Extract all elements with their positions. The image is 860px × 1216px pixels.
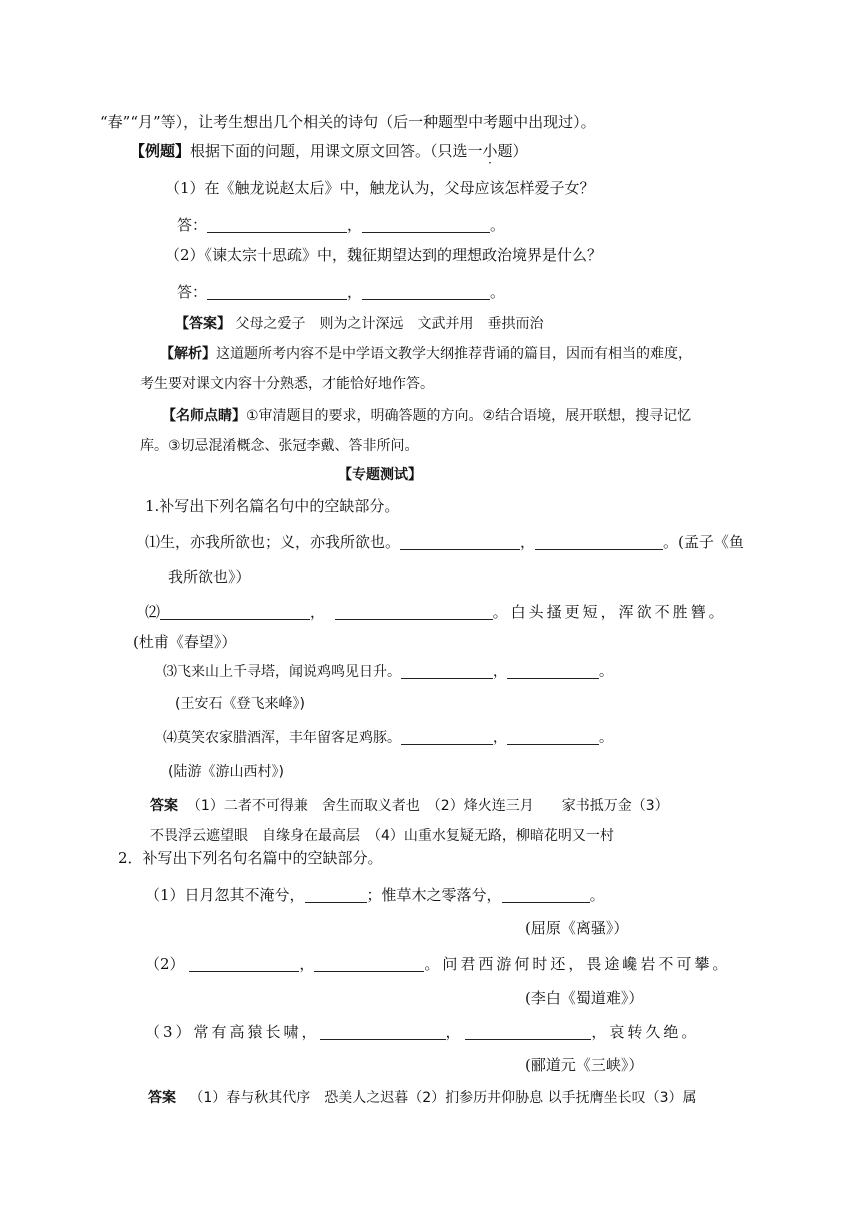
- item-number: ⑵: [145, 603, 161, 621]
- q2-item-1-text-b: ；惟草木之零落兮，: [366, 886, 502, 904]
- blank-field: [362, 216, 490, 233]
- answer-prefix: 答：: [177, 216, 208, 234]
- q1-item-2-source: (杜甫《春望》）: [133, 633, 237, 651]
- q2-item-3-text-b: ，哀转久绝。: [591, 1023, 700, 1041]
- section-heading: 【专题测试】: [338, 467, 422, 483]
- tips-tag: 【名师点睛】: [162, 408, 246, 424]
- blank-field: [401, 662, 493, 679]
- period: 。: [599, 730, 613, 746]
- comma: ，: [493, 730, 507, 746]
- example-q1-answer: [177, 215, 505, 235]
- answer-1-text: （1）二者不可得兼 舍生而取义者也 （2）烽火连三月 家书抵万金（3）: [186, 798, 669, 814]
- item-number: （2）: [145, 955, 185, 973]
- example-q1: （1）在《触龙说赵太后》中，触龙认为，父母应该怎样爱子女？: [165, 179, 595, 197]
- analysis-text: 这道题所考内容不是中学语文教学大纲推荐背诵的篇目，因而有相当的难度，: [216, 346, 692, 362]
- analysis-line-1: [160, 344, 692, 364]
- blank-field: [400, 533, 520, 550]
- q1-item-4: [163, 728, 613, 748]
- tips-text: ①审清题目的要求，明确答题的方向。②结合语境，展开联想，搜寻记忆: [246, 408, 692, 424]
- analysis-line-2: 考生要对课文内容十分熟悉，才能恰好地作答。: [140, 376, 434, 392]
- q1-item-1-source-cont: 我所欲也》）: [168, 568, 251, 586]
- period: 。: [589, 886, 605, 904]
- q2-item-2-text: 。问君西游何时还，畏途巉岩不可攀。: [424, 955, 731, 973]
- q1-item-1-text: ⑴生，亦我所欲也；义，亦我所欲也。: [145, 533, 401, 551]
- blank-field: [507, 662, 599, 679]
- q2-item-1: [145, 885, 605, 905]
- comma: ，: [520, 533, 536, 551]
- q1-item-3: [163, 662, 613, 682]
- answer-tag: 答案: [148, 1090, 176, 1106]
- q1-item-2-text: 。白头搔更短，浑欲不胜簪。: [492, 603, 727, 621]
- q2-item-1-text-a: （1）日月忽其不淹兮，: [145, 886, 305, 904]
- blank-field: [362, 283, 490, 300]
- comma: ，: [493, 664, 507, 680]
- q1-item-1: [145, 532, 744, 552]
- blank-field: [502, 886, 590, 903]
- blank-field: [160, 603, 310, 620]
- example-line: [130, 141, 528, 161]
- blank-field: [207, 216, 347, 233]
- example-text-b: ）: [512, 142, 528, 160]
- comma: ，: [347, 283, 363, 301]
- blank-field: [535, 533, 663, 550]
- answer-1-line-2: 不畏浮云遮望眼 自缘身在最高层 （4）山重水复疑无路，柳暗花明又一村: [150, 828, 614, 844]
- tips-line-1: [162, 406, 691, 426]
- q1-item-3-text: ⑶飞来山上千寻塔，闻说鸡鸣见日升。: [163, 664, 401, 680]
- period: 。: [599, 664, 613, 680]
- blank-field: [401, 728, 493, 745]
- tips-line-2: 库。③切忌混淆概念、张冠李戴、答非所问。: [140, 438, 419, 454]
- blank-field: [207, 283, 347, 300]
- blank-field: [189, 955, 299, 972]
- example-answer: [175, 314, 543, 334]
- analysis-tag: 【解析】: [160, 346, 216, 362]
- q1-title: 1.补写出下列名篇名句中的空缺部分。: [145, 497, 400, 515]
- q2-item-3-text-a: （3）常有高猿长啸，: [145, 1023, 320, 1041]
- answer-text: 父母之爱子 则为之计深远 文武并用 垂拱而治: [235, 316, 544, 332]
- blank-field: [314, 955, 424, 972]
- answer-1-line-1: [150, 796, 669, 816]
- example-tag: 【例题】: [130, 142, 191, 160]
- example-dotted: 一小题: [467, 142, 513, 160]
- blank-field: [507, 728, 599, 745]
- answer-tag: 【答案】: [175, 316, 231, 332]
- comma: ，: [299, 955, 315, 973]
- q2-item-2-source: (李白《蜀道难》）: [525, 989, 644, 1007]
- blank-field: [335, 603, 493, 620]
- example-q2-answer: [177, 282, 505, 302]
- q2-item-1-source: (屈原《离骚》）: [525, 919, 629, 937]
- answer-prefix: 答：: [177, 283, 208, 301]
- blank-field: [305, 886, 367, 903]
- q2-item-3: [145, 1022, 699, 1042]
- q1-item-4-source: (陆游《游山西村》): [168, 764, 284, 780]
- answer-2-line: [148, 1088, 697, 1108]
- q1-item-2: [145, 602, 727, 622]
- answer-2-text: （1）春与秋其代序 恐美人之迟暮（2）扪参历井仰胁息 以手抚膺坐长叹（3）属: [189, 1090, 697, 1106]
- comma: ，: [445, 1023, 461, 1041]
- example-q2: （2）《谏太宗十思疏》中，魏征期望达到的理想政治境界是什么？: [165, 246, 603, 264]
- q1-item-3-source: (王安石《登飞来峰》): [175, 696, 305, 712]
- answer-tag: 答案: [150, 798, 178, 814]
- period: 。: [490, 283, 506, 301]
- comma: ，: [310, 603, 326, 621]
- blank-field: [320, 1023, 446, 1040]
- blank-field: [465, 1023, 591, 1040]
- period: 。: [490, 216, 506, 234]
- example-text-a: 根据下面的问题，用课文原文回答。（只选: [190, 142, 468, 160]
- q1-item-4-text: ⑷莫笑农家腊酒浑，丰年留客足鸡豚。: [163, 730, 401, 746]
- comma: ，: [347, 216, 363, 234]
- intro-line: “春”“月”等），让考生想出几个相关的诗句（后一种题型中考题中出现过）。: [100, 113, 596, 131]
- q2-item-3-source: (郦道元《三峡》）: [525, 1056, 644, 1074]
- q1-item-1-source: 。(孟子《鱼: [663, 533, 744, 551]
- q2-item-2: [145, 954, 730, 974]
- q2-title: 2．补写出下列名句名篇中的空缺部分。: [118, 849, 383, 867]
